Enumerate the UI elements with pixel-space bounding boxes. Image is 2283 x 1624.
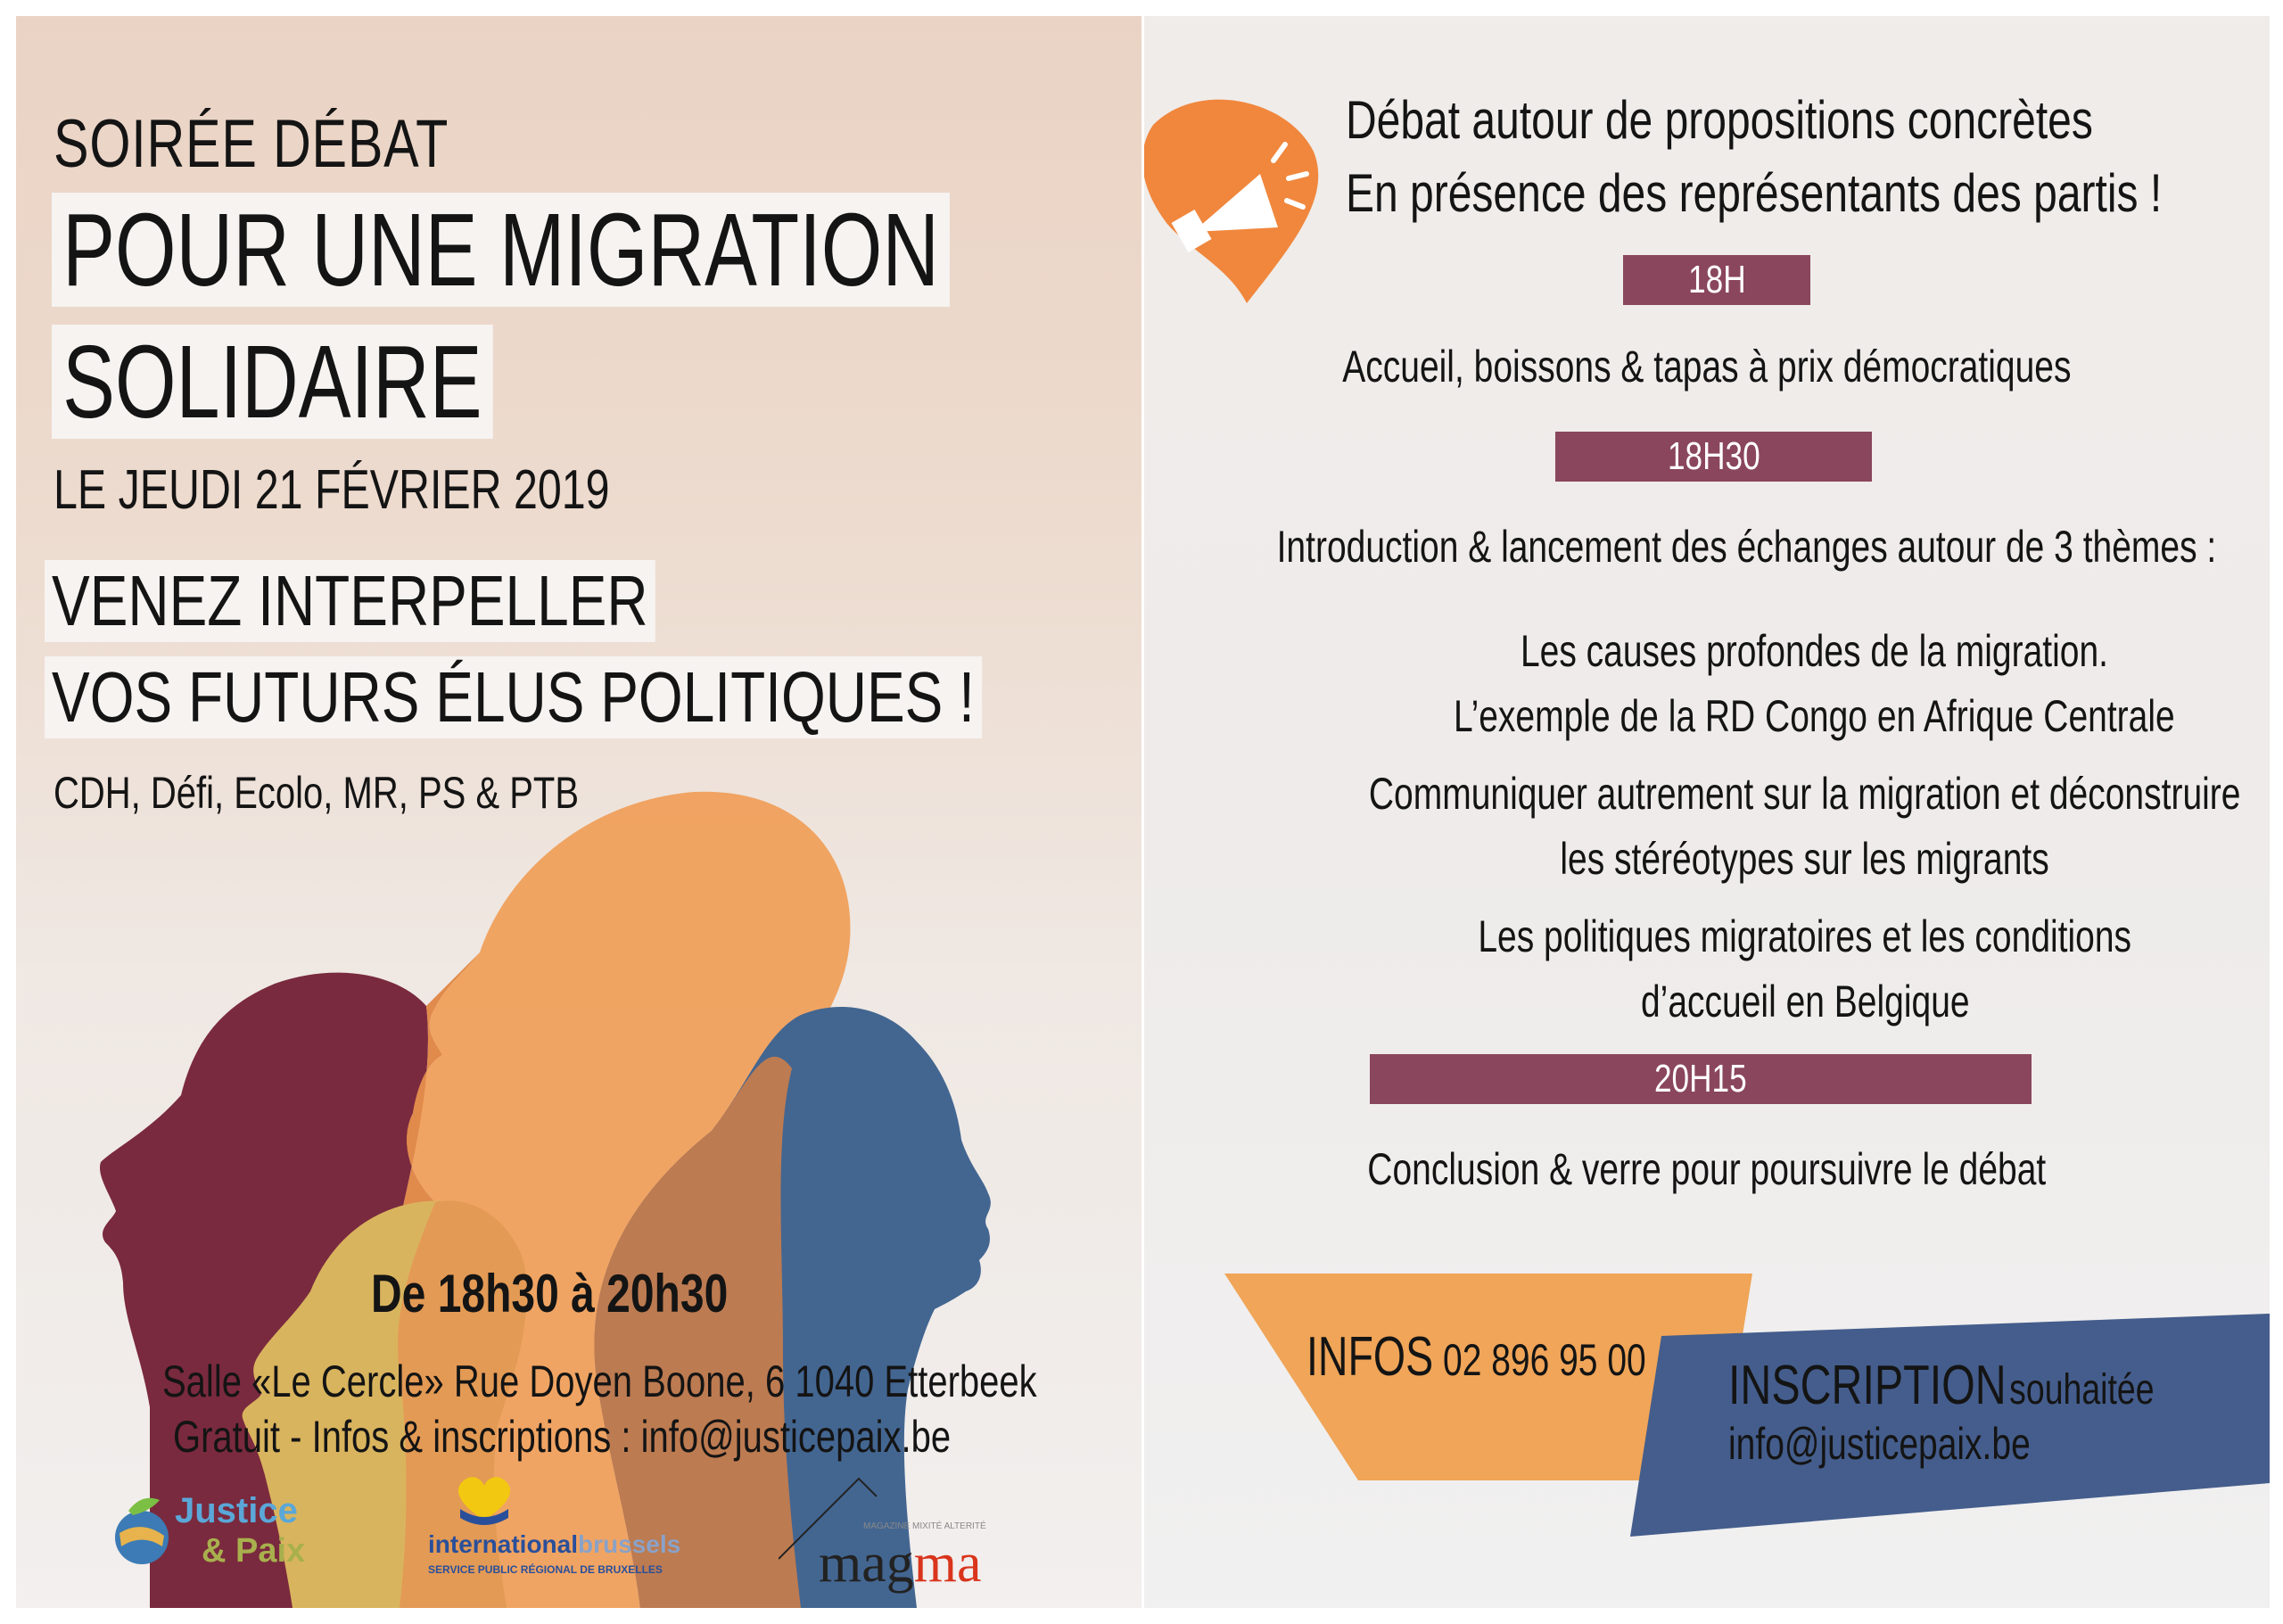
event-venue: Salle «Le Cercle» Rue Doyen Boone, 6 1040 Etterbeek <box>162 1356 1037 1406</box>
magma-logo <box>819 1532 982 1595</box>
heart-icon <box>453 1471 515 1525</box>
theme-1-line2: L’exemple de la RD Congo en Afrique Centrale <box>1453 691 2175 741</box>
schedule-desc-18h30 <box>1144 521 2270 573</box>
ib-logo-subtitle: SERVICE PUBLIC RÉGIONAL DE BRUXELLES <box>428 1563 663 1576</box>
time-badge-18h-label: 18H <box>1687 258 1746 301</box>
theme-3 <box>1242 910 2270 1040</box>
ib-logo-name <box>428 1530 680 1559</box>
infos-label: INFOS <box>1306 1326 1434 1388</box>
ib-logo-name-a: international <box>428 1530 579 1558</box>
theme-3-line2: d’accueil en Belgique <box>1640 977 1970 1026</box>
schedule-desc-18h30-text: Introduction & lancement des échanges autour de 3 thèmes : <box>1276 522 2217 572</box>
globe-icon <box>111 1493 173 1573</box>
schedule-desc-18h-text: Accueil, boissons & tapas à prix démocratiques <box>1342 342 2072 392</box>
theme-2 <box>1242 767 2270 897</box>
left-panel <box>16 16 1142 1608</box>
time-badge-20h15 <box>1370 1054 2032 1104</box>
parties-list: CDH, Défi, Ecolo, MR, PS & PTB <box>54 768 580 818</box>
intro-line1: Débat autour de propositions concrètes <box>1346 90 2093 150</box>
event-title-line1: POUR UNE MIGRATION <box>52 193 950 307</box>
time-badge-18h30-label: 18H30 <box>1667 434 1760 478</box>
time-badge-18h30 <box>1555 432 1872 482</box>
theme-2-line1: Communiquer autrement sur la migration et déconstruire <box>1369 769 2241 819</box>
justice-paix-logo-line1: Justice <box>175 1491 298 1530</box>
theme-1-line1: Les causes profondes de la migration. <box>1520 626 2108 676</box>
time-badge-18h <box>1623 255 1810 305</box>
infos-phone: 02 896 95 00 <box>1443 1335 1646 1385</box>
event-contact: Gratuit - Infos & inscriptions : info@justicepaix.be <box>173 1412 952 1462</box>
event-title-line2: SOLIDAIRE <box>52 325 493 439</box>
megaphone-icon <box>1144 89 1323 321</box>
inscription-email: info@justicepaix.be <box>1728 1419 2031 1469</box>
inscription-heading <box>1728 1354 2155 1417</box>
event-hours: De 18h30 à 20h30 <box>371 1264 729 1323</box>
schedule-desc-18h <box>1144 341 2270 392</box>
intro-line2: En présence des représentants des partis ! <box>1346 163 2163 223</box>
magma-logo-b: ma <box>913 1533 982 1594</box>
schedule-desc-20h15 <box>1144 1143 2270 1195</box>
time-badge-20h15-label: 20H15 <box>1654 1057 1747 1101</box>
theme-1 <box>1251 624 2270 754</box>
justice-paix-logo-line2: & Paix <box>202 1532 306 1570</box>
magma-logo-a: mag <box>819 1533 914 1594</box>
event-kicker: SOIRÉE DÉBAT <box>54 106 449 182</box>
right-panel <box>1144 16 2270 1608</box>
theme-2-line2: les stéréotypes sur les migrants <box>1560 834 2050 884</box>
call-to-action-line2: VOS FUTURS ÉLUS POLITIQUES ! <box>45 656 982 738</box>
theme-3-line1: Les politiques migratoires et les conditions <box>1478 911 2132 961</box>
event-date: LE JEUDI 21 FÉVRIER 2019 <box>54 459 610 521</box>
ib-logo-name-b: brussels <box>578 1530 681 1558</box>
call-to-action-line1: VENEZ INTERPELLER <box>45 560 655 642</box>
schedule-desc-20h15-text: Conclusion & verre pour poursuivre le débat <box>1367 1144 2047 1194</box>
magma-tagline: MAGAZINE MIXITÉ ALTERITÉ <box>863 1521 986 1531</box>
inscription-note: souhaitée <box>2009 1366 2155 1414</box>
inscription-label: INSCRIPTION <box>1728 1355 2007 1416</box>
